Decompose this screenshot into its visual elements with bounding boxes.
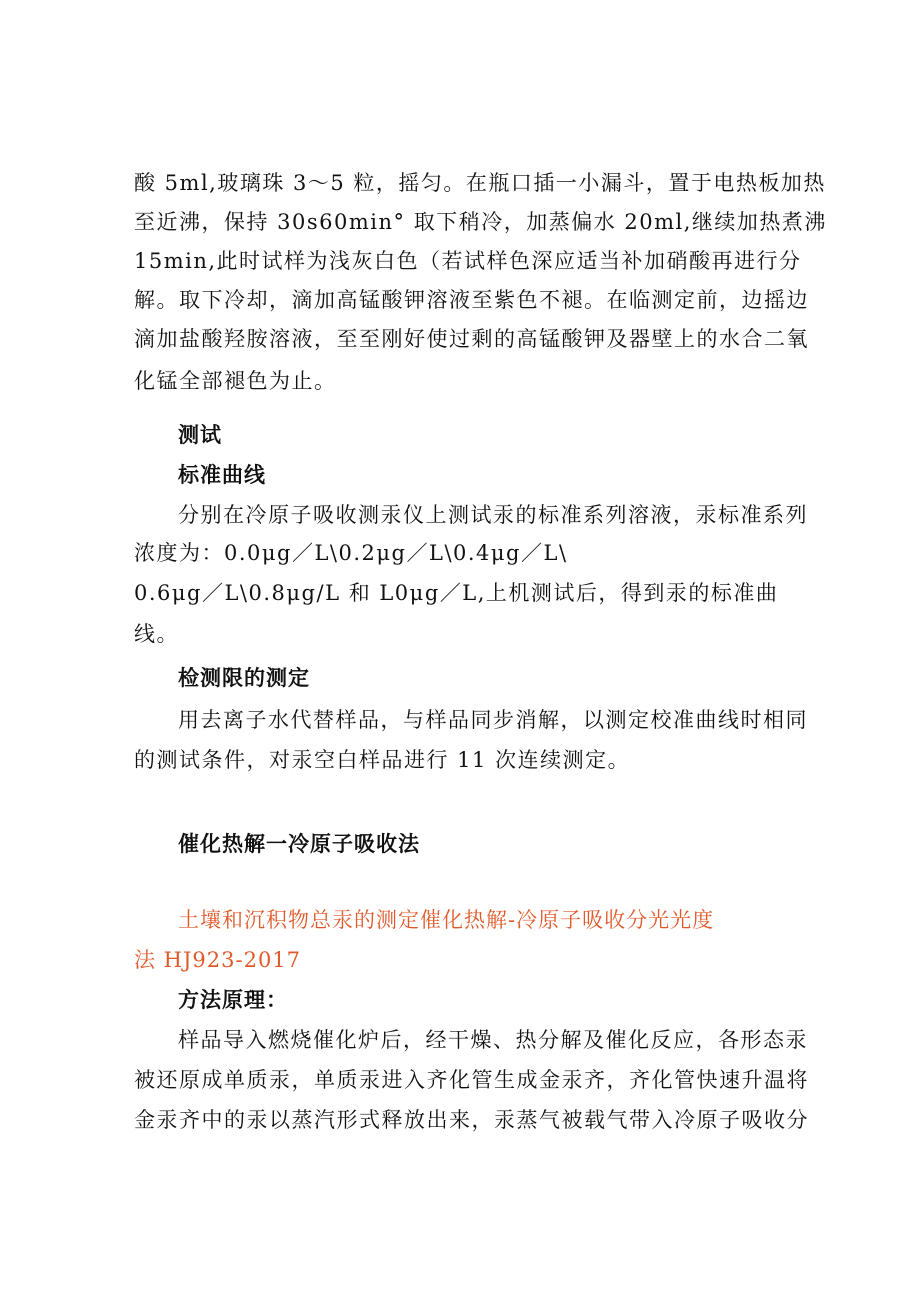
paragraph-line: 至近沸，保持 30s60min° 取下稍冷，加蒸偏水 20ml,继续加热煮沸 <box>134 210 827 234</box>
paragraph-line: 用去离子水代替样品，与样品同步消解，以测定校准曲线时相同 <box>178 708 808 732</box>
paragraph-line: 浓度为：0.0μg／L\0.2μg／L\0.4μg／L\ <box>134 541 568 565</box>
paragraph-line: 0.6μg／L\0.8μg/L 和 L0μg／L,上机测试后，得到汞的标准曲 <box>134 581 779 605</box>
paragraph-line: 分别在冷原子吸收测汞仪上测试汞的标准系列溶液，汞标准系列 <box>178 503 808 527</box>
paragraph-line: 金汞齐中的汞以蒸汽形式释放出来，汞蒸气被载气带入冷原子吸收分 <box>134 1108 809 1132</box>
paragraph-line: 的测试条件，对汞空白样品进行 11 次连续测定。 <box>134 748 631 772</box>
section-heading-test: 测试 <box>178 422 222 447</box>
standard-title-line: 土壤和沉积物总汞的测定催化热解-冷原子吸收分光光度 <box>178 908 715 932</box>
paragraph-line: 解。取下冷却，滴加高锰酸钾溶液至紫色不褪。在临测定前，边摇边 <box>134 288 809 312</box>
paragraph-line: 滴加盐酸羟胺溶液，至至刚好使过剩的高锰酸钾及器壁上的水合二氧 <box>134 327 809 351</box>
paragraph-line: 酸 5ml,玻璃珠 3～5 粒，摇匀。在瓶口插一小漏斗，置于电热板加热 <box>134 171 826 195</box>
paragraph-line: 化锰全部褪色为止。 <box>134 369 337 393</box>
section-heading-detection-limit: 检测限的测定 <box>178 665 310 690</box>
section-heading-standard-curve: 标准曲线 <box>178 462 266 487</box>
section-heading-principle: 方法原理： <box>178 987 288 1012</box>
paragraph-line: 15min,此时试样为浅灰白色（若试样色深应适当补加硝酸再进行分 <box>134 249 802 273</box>
paragraph-line: 线。 <box>134 622 179 646</box>
paragraph-line: 样品导入燃烧催化炉后，经干燥、热分解及催化反应，各形态汞 <box>178 1028 808 1052</box>
paragraph-line: 被还原成单质汞，单质汞进入齐化管生成金汞齐，齐化管快速升温将 <box>134 1068 809 1092</box>
section-heading-method: 催化热解一冷原子吸收法 <box>178 831 420 856</box>
standard-title-line: 法 HJ923-2017 <box>134 948 302 972</box>
